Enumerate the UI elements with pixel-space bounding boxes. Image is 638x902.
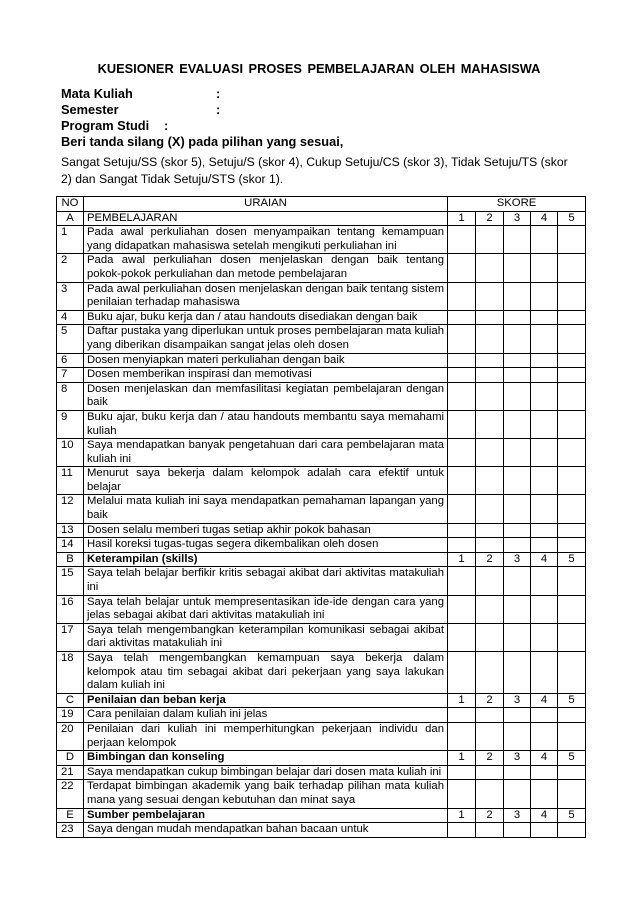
score-cell[interactable] — [558, 708, 586, 723]
score-cell[interactable] — [476, 780, 504, 808]
score-header: 1 — [448, 751, 476, 766]
section-row — [57, 211, 586, 226]
item-number: 8 — [57, 382, 84, 410]
section-title: PEMBELAJARAN — [84, 211, 448, 226]
table-row — [57, 368, 586, 383]
item-statement: Saya telah mengembangkan keterampilan komunikasi sebagai akibat dari aktivitas matakuliah ini — [84, 623, 448, 651]
score-header: 4 — [531, 751, 558, 766]
table-row — [57, 652, 586, 694]
field-semester — [61, 102, 221, 118]
item-statement: Melalui mata kuliah ini saya mendapatkan pemahaman lapangan yang baik — [84, 495, 448, 523]
score-cell[interactable] — [531, 467, 558, 495]
score-cell[interactable] — [531, 765, 558, 780]
section-row — [57, 808, 586, 823]
score-cell[interactable] — [531, 310, 558, 325]
field-label: Program Studi — [61, 118, 150, 133]
item-number: 11 — [57, 467, 84, 495]
item-statement: Buku ajar, buku kerja dan / atau handouts disediakan dengan baik — [84, 310, 448, 325]
score-cell[interactable] — [476, 623, 504, 651]
item-statement: Saya telah mengembangkan kemampuan saya bekerja dalam kelompok atau tim sebagai akibat dari pekerjaan yang saya lakukan dalam kuliah ini — [84, 652, 448, 694]
score-cell[interactable] — [448, 439, 476, 467]
item-statement: Saya mendapatkan banyak pengetahuan dari cara pembelajaran mata kuliah ini — [84, 439, 448, 467]
score-cell[interactable] — [448, 495, 476, 523]
table-row — [57, 282, 586, 310]
score-cell[interactable] — [504, 226, 531, 254]
score-cell[interactable] — [558, 780, 586, 808]
item-statement: Pada awal perkuliahan dosen menjelaskan dengan baik tentang pokok-pokok perkuliahan dan metode pembelajaran — [84, 254, 448, 282]
table-row — [57, 254, 586, 282]
item-number: 14 — [57, 538, 84, 553]
score-cell[interactable] — [476, 538, 504, 553]
score-cell[interactable] — [531, 567, 558, 595]
field-colon: : — [164, 118, 169, 133]
score-cell[interactable] — [448, 382, 476, 410]
score-cell[interactable] — [476, 823, 504, 838]
item-statement: Dosen menyiapkan materi perkuliahan dengan baik — [84, 353, 448, 368]
score-cell[interactable] — [558, 439, 586, 467]
score-cell[interactable] — [448, 765, 476, 780]
score-cell[interactable] — [558, 353, 586, 368]
item-number: 16 — [57, 595, 84, 623]
item-statement: Saya telah belajar berfikir kritis sebagai akibat dari aktivitas matakuliah ini — [84, 567, 448, 595]
score-cell[interactable] — [558, 523, 586, 538]
score-cell[interactable] — [504, 325, 531, 353]
table-row — [57, 382, 586, 410]
item-statement: Terdapat bimbingan akademik yang baik terhadap pilihan mata kuliah mana yang sesuai dengan kebutuhan dan minat saya — [84, 780, 448, 808]
score-cell[interactable] — [531, 823, 558, 838]
score-cell[interactable] — [558, 382, 586, 410]
score-cell[interactable] — [504, 652, 531, 694]
score-header: 3 — [504, 751, 531, 766]
score-cell[interactable] — [448, 467, 476, 495]
item-number: 4 — [57, 310, 84, 325]
score-cell[interactable] — [476, 382, 504, 410]
score-header: 4 — [531, 552, 558, 567]
score-cell[interactable] — [448, 325, 476, 353]
score-cell[interactable] — [448, 523, 476, 538]
table-row — [57, 765, 586, 780]
score-cell[interactable] — [558, 495, 586, 523]
header-no: NO — [57, 197, 84, 212]
item-number: 20 — [57, 722, 84, 750]
item-number: 10 — [57, 439, 84, 467]
score-cell[interactable] — [531, 523, 558, 538]
score-cell[interactable] — [558, 368, 586, 383]
table-row — [57, 623, 586, 651]
score-cell[interactable] — [504, 567, 531, 595]
table-row — [57, 467, 586, 495]
score-cell[interactable] — [448, 722, 476, 750]
score-cell[interactable] — [531, 368, 558, 383]
table-row — [57, 823, 586, 838]
section-code: A — [57, 211, 84, 226]
score-cell[interactable] — [504, 254, 531, 282]
table-row — [57, 523, 586, 538]
section-title: Sumber pembelajaran — [84, 808, 448, 823]
score-cell[interactable] — [476, 495, 504, 523]
item-statement: Saya telah belajar untuk mempresentasikan ide-ide dengan cara yang jelas sebagai akibat dari aktivitas matakuliah ini — [84, 595, 448, 623]
table-row — [57, 780, 586, 808]
score-cell[interactable] — [531, 623, 558, 651]
score-cell[interactable] — [476, 708, 504, 723]
score-header: 2 — [476, 211, 504, 226]
item-statement: Dosen menjelaskan dan memfasilitasi kegiatan pembelajaran dengan baik — [84, 382, 448, 410]
score-cell[interactable] — [504, 282, 531, 310]
score-cell[interactable] — [448, 652, 476, 694]
item-statement: Saya dengan mudah mendapatkan bahan bacaan untuk — [84, 823, 448, 838]
score-cell[interactable] — [476, 325, 504, 353]
table-row — [57, 439, 586, 467]
table-row — [57, 226, 586, 254]
table-row — [57, 538, 586, 553]
field-label: Mata Kuliah — [61, 86, 133, 101]
score-cell[interactable] — [531, 254, 558, 282]
score-cell[interactable] — [504, 495, 531, 523]
item-number: 6 — [57, 353, 84, 368]
table-row — [57, 495, 586, 523]
score-cell[interactable] — [448, 282, 476, 310]
score-header: 5 — [558, 751, 586, 766]
score-header: 3 — [504, 552, 531, 567]
header-skore: SKORE — [448, 197, 586, 212]
score-cell[interactable] — [531, 439, 558, 467]
score-cell[interactable] — [476, 467, 504, 495]
item-statement: Menurut saya bekerja dalam kelompok adalah cara efektif untuk belajar — [84, 467, 448, 495]
score-header: 5 — [558, 808, 586, 823]
score-cell[interactable] — [504, 410, 531, 438]
score-header: 4 — [531, 808, 558, 823]
score-cell[interactable] — [531, 722, 558, 750]
instruction-bold: Beri tanda silang (X) pada pilihan yang sesuai, — [61, 134, 344, 149]
score-cell[interactable] — [531, 282, 558, 310]
score-header: 2 — [476, 693, 504, 708]
score-cell[interactable] — [558, 652, 586, 694]
item-number: 15 — [57, 567, 84, 595]
score-cell[interactable] — [448, 780, 476, 808]
section-title: Keterampilan (skills) — [84, 552, 448, 567]
score-cell[interactable] — [504, 823, 531, 838]
score-cell[interactable] — [531, 410, 558, 438]
score-cell[interactable] — [504, 382, 531, 410]
section-row — [57, 552, 586, 567]
item-statement: Daftar pustaka yang diperlukan untuk proses pembelajaran mata kuliah yang diberikan disampaikan sangat jelas oleh dosen — [84, 325, 448, 353]
score-cell[interactable] — [476, 567, 504, 595]
section-code: D — [57, 751, 84, 766]
score-header: 3 — [504, 211, 531, 226]
score-cell[interactable] — [448, 353, 476, 368]
field-colon: : — [216, 86, 221, 101]
item-statement: Hasil koreksi tugas-tugas segera dikembalikan oleh dosen — [84, 538, 448, 553]
score-cell[interactable] — [504, 780, 531, 808]
item-number: 17 — [57, 623, 84, 651]
section-row — [57, 751, 586, 766]
section-title: Bimbingan dan konseling — [84, 751, 448, 766]
score-cell[interactable] — [558, 310, 586, 325]
score-cell[interactable] — [504, 623, 531, 651]
score-cell[interactable] — [448, 310, 476, 325]
score-cell[interactable] — [448, 708, 476, 723]
item-statement: Saya mendapatkan cukup bimbingan belajar dari dosen mata kuliah ini — [84, 765, 448, 780]
score-cell[interactable] — [476, 652, 504, 694]
item-number: 22 — [57, 780, 84, 808]
score-cell[interactable] — [504, 439, 531, 467]
score-cell[interactable] — [448, 623, 476, 651]
item-number: 18 — [57, 652, 84, 694]
table-row — [57, 567, 586, 595]
score-cell[interactable] — [448, 595, 476, 623]
item-statement: Buku ajar, buku kerja dan / atau handouts membantu saya memahami kuliah — [84, 410, 448, 438]
score-cell[interactable] — [504, 368, 531, 383]
score-cell[interactable] — [558, 410, 586, 438]
score-cell[interactable] — [558, 722, 586, 750]
score-header: 1 — [448, 211, 476, 226]
score-cell[interactable] — [504, 722, 531, 750]
score-cell[interactable] — [558, 325, 586, 353]
score-header: 5 — [558, 552, 586, 567]
item-statement: Pada awal perkuliahan dosen menjelaskan dengan baik tentang sistem penilaian terhadap mahasiswa — [84, 282, 448, 310]
item-number: 13 — [57, 523, 84, 538]
section-code: E — [57, 808, 84, 823]
table-row — [57, 325, 586, 353]
table-row — [57, 310, 586, 325]
score-cell[interactable] — [558, 282, 586, 310]
score-cell[interactable] — [531, 226, 558, 254]
field-colon: : — [216, 102, 221, 117]
score-header: 5 — [558, 693, 586, 708]
score-cell[interactable] — [448, 254, 476, 282]
item-number: 3 — [57, 282, 84, 310]
score-cell[interactable] — [476, 353, 504, 368]
score-cell[interactable] — [476, 595, 504, 623]
score-header: 1 — [448, 808, 476, 823]
score-header: 2 — [476, 552, 504, 567]
score-cell[interactable] — [531, 495, 558, 523]
score-cell[interactable] — [476, 523, 504, 538]
score-cell[interactable] — [476, 254, 504, 282]
item-number: 9 — [57, 410, 84, 438]
score-cell[interactable] — [531, 708, 558, 723]
item-number: 23 — [57, 823, 84, 838]
item-number: 2 — [57, 254, 84, 282]
score-header: 3 — [504, 808, 531, 823]
item-statement: Penilaian dari kuliah ini memperhitungkan pekerjaan individu dan perjaan kelompok — [84, 722, 448, 750]
score-header: 1 — [448, 693, 476, 708]
header-uraian: URAIAN — [84, 197, 448, 212]
section-code: C — [57, 693, 84, 708]
item-statement: Dosen memberikan inspirasi dan memotivasi — [84, 368, 448, 383]
table-row — [57, 410, 586, 438]
score-cell[interactable] — [531, 325, 558, 353]
section-code: B — [57, 552, 84, 567]
score-cell[interactable] — [531, 652, 558, 694]
table-row — [57, 708, 586, 723]
item-number: 21 — [57, 765, 84, 780]
score-cell[interactable] — [504, 765, 531, 780]
item-statement: Pada awal perkuliahan dosen menyampaikan tentang kemampuan yang didapatkan mahasiswa setelah mengikuti perkuliahan ini — [84, 226, 448, 254]
field-program-studi — [61, 118, 169, 134]
score-cell[interactable] — [448, 410, 476, 438]
score-cell[interactable] — [558, 467, 586, 495]
score-cell[interactable] — [558, 567, 586, 595]
document-title: KUESIONER EVALUASI PROSES PEMBELAJARAN OLEH MAHASISWA — [97, 61, 541, 76]
field-label: Semester — [61, 102, 119, 117]
table-row — [57, 353, 586, 368]
score-header: 4 — [531, 693, 558, 708]
score-cell[interactable] — [558, 823, 586, 838]
score-cell[interactable] — [531, 780, 558, 808]
score-header: 2 — [476, 808, 504, 823]
score-cell[interactable] — [476, 282, 504, 310]
item-number: 7 — [57, 368, 84, 383]
score-cell[interactable] — [558, 226, 586, 254]
score-header: 1 — [448, 552, 476, 567]
score-cell[interactable] — [504, 310, 531, 325]
scale-note: Sangat Setuju/SS (skor 5), Setuju/S (skor 4), Cukup Setuju/CS (skor 3), Tidak Setuju/TS (skor 2) dan Sangat Tidak Setuju/STS (skor 1). — [61, 155, 568, 186]
score-header: 5 — [558, 211, 586, 226]
score-cell[interactable] — [531, 595, 558, 623]
table-header-row — [57, 197, 586, 212]
score-cell[interactable] — [476, 310, 504, 325]
score-header: 4 — [531, 211, 558, 226]
score-cell[interactable] — [558, 538, 586, 553]
score-header: 2 — [476, 751, 504, 766]
table-row — [57, 595, 586, 623]
table-row — [57, 722, 586, 750]
score-cell[interactable] — [558, 254, 586, 282]
score-header: 3 — [504, 693, 531, 708]
score-cell[interactable] — [476, 368, 504, 383]
section-row — [57, 693, 586, 708]
score-cell[interactable] — [558, 765, 586, 780]
score-cell[interactable] — [448, 226, 476, 254]
score-cell[interactable] — [504, 467, 531, 495]
score-cell[interactable] — [448, 823, 476, 838]
score-cell[interactable] — [504, 595, 531, 623]
score-cell[interactable] — [448, 538, 476, 553]
item-number: 1 — [57, 226, 84, 254]
questionnaire-table — [56, 196, 586, 838]
score-cell[interactable] — [558, 623, 586, 651]
item-number: 19 — [57, 708, 84, 723]
item-statement: Cara penilaian dalam kuliah ini jelas — [84, 708, 448, 723]
score-cell[interactable] — [504, 538, 531, 553]
score-cell[interactable] — [448, 567, 476, 595]
score-cell[interactable] — [531, 353, 558, 368]
score-cell[interactable] — [476, 765, 504, 780]
score-cell[interactable] — [504, 353, 531, 368]
item-number: 5 — [57, 325, 84, 353]
score-cell[interactable] — [448, 368, 476, 383]
score-cell[interactable] — [504, 523, 531, 538]
score-cell[interactable] — [476, 226, 504, 254]
score-cell[interactable] — [558, 595, 586, 623]
section-title: Penilaian dan beban kerja — [84, 693, 448, 708]
item-number: 12 — [57, 495, 84, 523]
score-cell[interactable] — [531, 538, 558, 553]
field-mata-kuliah — [61, 86, 221, 102]
item-statement: Dosen selalu memberi tugas setiap akhir pokok bahasan — [84, 523, 448, 538]
score-cell[interactable] — [476, 410, 504, 438]
score-cell[interactable] — [476, 439, 504, 467]
score-cell[interactable] — [476, 722, 504, 750]
score-cell[interactable] — [504, 708, 531, 723]
score-cell[interactable] — [531, 382, 558, 410]
